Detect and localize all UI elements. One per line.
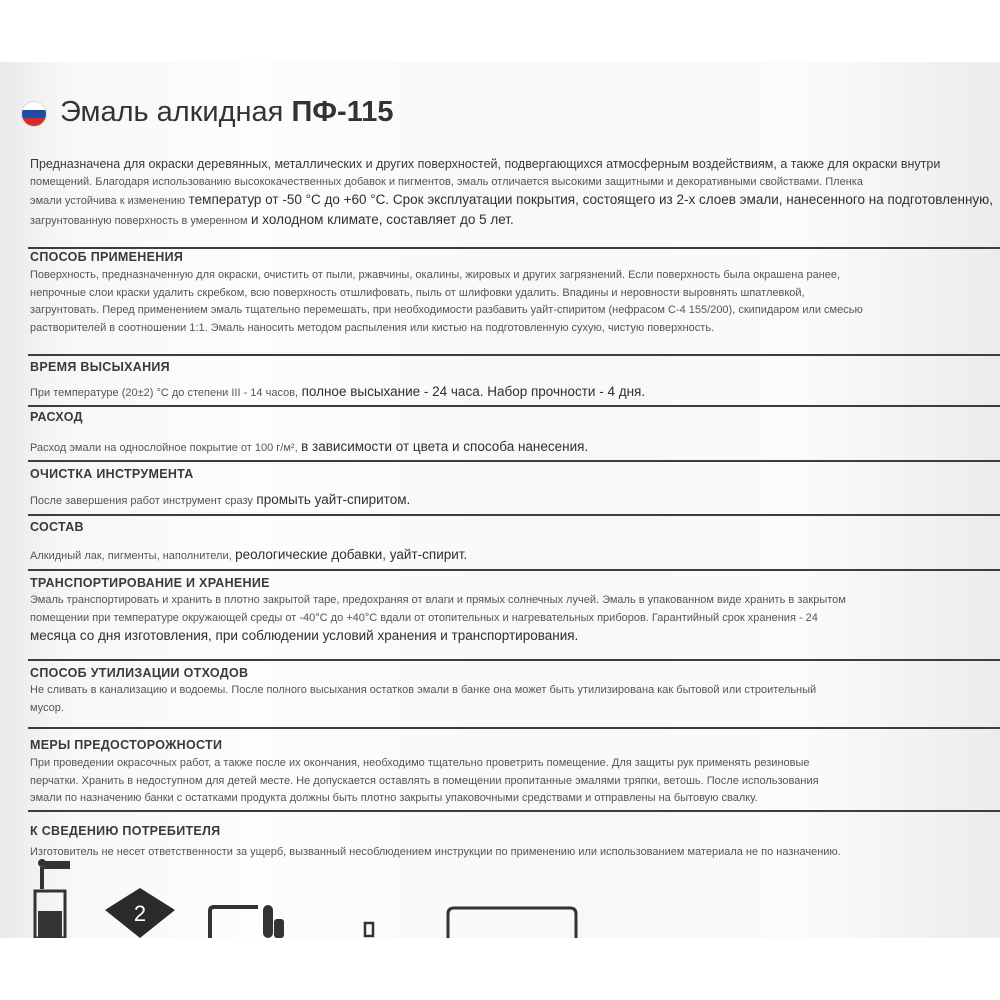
consumption-text-small: Расход эмали на однослойное покрытие от 100 г/м²,	[30, 442, 298, 454]
cleaning-text	[30, 491, 990, 511]
russian-flag-icon	[22, 102, 46, 126]
drying-text	[30, 383, 990, 403]
product-title	[60, 96, 394, 129]
section-heading-drying: ВРЕМЯ ВЫСЫХАНИЯ	[30, 360, 170, 374]
transport-text	[30, 592, 990, 645]
divider	[28, 810, 1000, 812]
title-code: ПФ-115	[291, 96, 394, 128]
section-heading-consumption: РАСХОД	[30, 410, 83, 424]
divider	[28, 405, 1000, 407]
composition-text	[30, 546, 990, 566]
application-line-3: загрунтовать. Перед применением эмаль тщательно перемешать, при необходимости разбавить уайт-спиритом (нефрасом С-4 155/200), скипидаром или смесью	[30, 304, 863, 316]
transport-line-1: Эмаль транспортировать и хранить в плотно закрытой таре, предохраняя от влаги и прямых солнечных лучей. Эмаль в упакованном виде хранить в закрытом	[30, 594, 846, 606]
intro-paragraph	[30, 156, 994, 230]
small-symbol-icon	[362, 921, 376, 938]
divider	[28, 659, 1000, 661]
composition-text-main: реологические добавки, уайт-спирит.	[235, 547, 468, 562]
consumption-text-main: в зависимости от цвета и способа нанесения.	[301, 439, 589, 454]
transport-line-3: месяца со дня изготовления, при соблюдении условий хранения и транспортирования.	[30, 628, 579, 643]
section-heading-disposal: СПОСОБ УТИЛИЗАЦИИ ОТХОДОВ	[30, 666, 249, 680]
intro-line-4b: и холодном климате, составляет до 5 лет.	[251, 211, 514, 227]
pictogram-row	[0, 843, 1000, 938]
layers-badge: 2	[133, 901, 147, 926]
application-text	[30, 267, 990, 337]
temperature-icon	[208, 905, 288, 938]
disposal-line-1: Не сливать в канализацию и водоемы. После полного высыхания остатков эмали в банке она может быть утилизирована как бытовой или строительный	[30, 684, 817, 696]
drying-text-main: полное высыхание - 24 часа. Набор прочности - 4 дня.	[301, 384, 646, 399]
divider	[28, 460, 1000, 462]
precautions-line-3: эмали по назначению банки с остатками продукта должны быть плотно закрыты упаковочными средствами и отправлены на бытовую свалку.	[30, 792, 758, 804]
brush-and-can-icon	[30, 853, 80, 938]
composition-text-small: Алкидный лак, пигменты, наполнители,	[30, 550, 232, 562]
intro-line-1: Предназначена для окраски деревянных, металлических и других поверхностей, подвергающихся атмосферным воздействиям, а также для окраски внутри	[30, 157, 941, 171]
disposal-line-2: мусор.	[30, 701, 64, 714]
section-heading-transport: ТРАНСПОРТИРОВАНИЕ И ХРАНЕНИЕ	[30, 576, 270, 590]
cleaning-text-main: промыть уайт-спиритом.	[256, 492, 411, 507]
section-heading-application: СПОСОБ ПРИМЕНЕНИЯ	[30, 250, 184, 264]
consumption-text	[30, 438, 990, 458]
frame-icon	[446, 906, 578, 938]
layers-icon	[105, 888, 175, 938]
application-line-1: Поверхность, предназначенную для окраски, очистить от пыли, ржавчины, окалины, жировых и других загрязнений. Если поверхность была окрашена ранее,	[30, 269, 841, 281]
intro-line-2: помещений. Благодаря использованию высококачественных добавок и пигментов, эмаль отличается высокими защитными и декоративными свойствами. Пленка	[30, 175, 863, 188]
intro-line-3a: эмали устойчива к изменению	[30, 195, 186, 207]
divider	[28, 247, 1000, 249]
transport-line-2: помещении при температуре окружающей среды от -40°С до +40°С вдали от отопительных и нагревательных приборов. Гарантийный срок хранения - 24	[30, 611, 818, 624]
precautions-line-1: При проведении окрасочных работ, а также после их окончания, необходимо тщательно проветрить помещение. Для защиты рук применять резиновые	[30, 757, 810, 769]
section-heading-composition: СОСТАВ	[30, 520, 84, 534]
title-prefix: Эмаль алкидная	[60, 96, 284, 128]
section-heading-cleaning: ОЧИСТКА ИНСТРУМЕНТА	[30, 467, 194, 481]
section-heading-precautions: МЕРЫ ПРЕДОСТОРОЖНОСТИ	[30, 738, 223, 752]
product-label	[0, 62, 1000, 938]
intro-line-3b: температур от -50 °С до +60 °С. Срок эксплуатации покрытия, состоящего из 2-х слоев эмали, нанесенного на подготовленную,	[188, 192, 994, 207]
divider	[28, 569, 1000, 571]
application-line-4: растворителей в соотношении 1:1. Эмаль наносить методом распыления или кистью на подготовленную сухую, чистую поверхность.	[30, 321, 715, 334]
section-heading-consumer: К СВЕДЕНИЮ ПОТРЕБИТЕЛЯ	[30, 824, 221, 838]
drying-text-small: При температуре (20±2) °С до степени III - 14 часов,	[30, 387, 299, 399]
precautions-text	[30, 755, 990, 808]
cleaning-text-small: После завершения работ инструмент сразу	[30, 495, 253, 507]
precautions-line-2: перчатки. Хранить в недоступном для детей месте. Не допускается оставлять в помещении пропитанные эмалями тряпки, ветошь. После использования	[30, 774, 819, 787]
consumer-line-1: Изготовитель не несет ответственности за ущерб, вызванный несоблюдением инструкции по применению или использованием материала не по назначению.	[30, 846, 841, 858]
disposal-text	[30, 682, 990, 717]
divider	[28, 727, 1000, 729]
divider	[28, 514, 1000, 516]
application-line-2: непрочные слои краски удалить скребком, всю поверхность отшлифовать, пыль от шлифовки удалить. Впадины и неровности выровнять шпатлевкой,	[30, 286, 805, 299]
divider	[28, 354, 1000, 356]
intro-line-4a: загрунтованную поверхность в умеренном	[30, 214, 248, 227]
